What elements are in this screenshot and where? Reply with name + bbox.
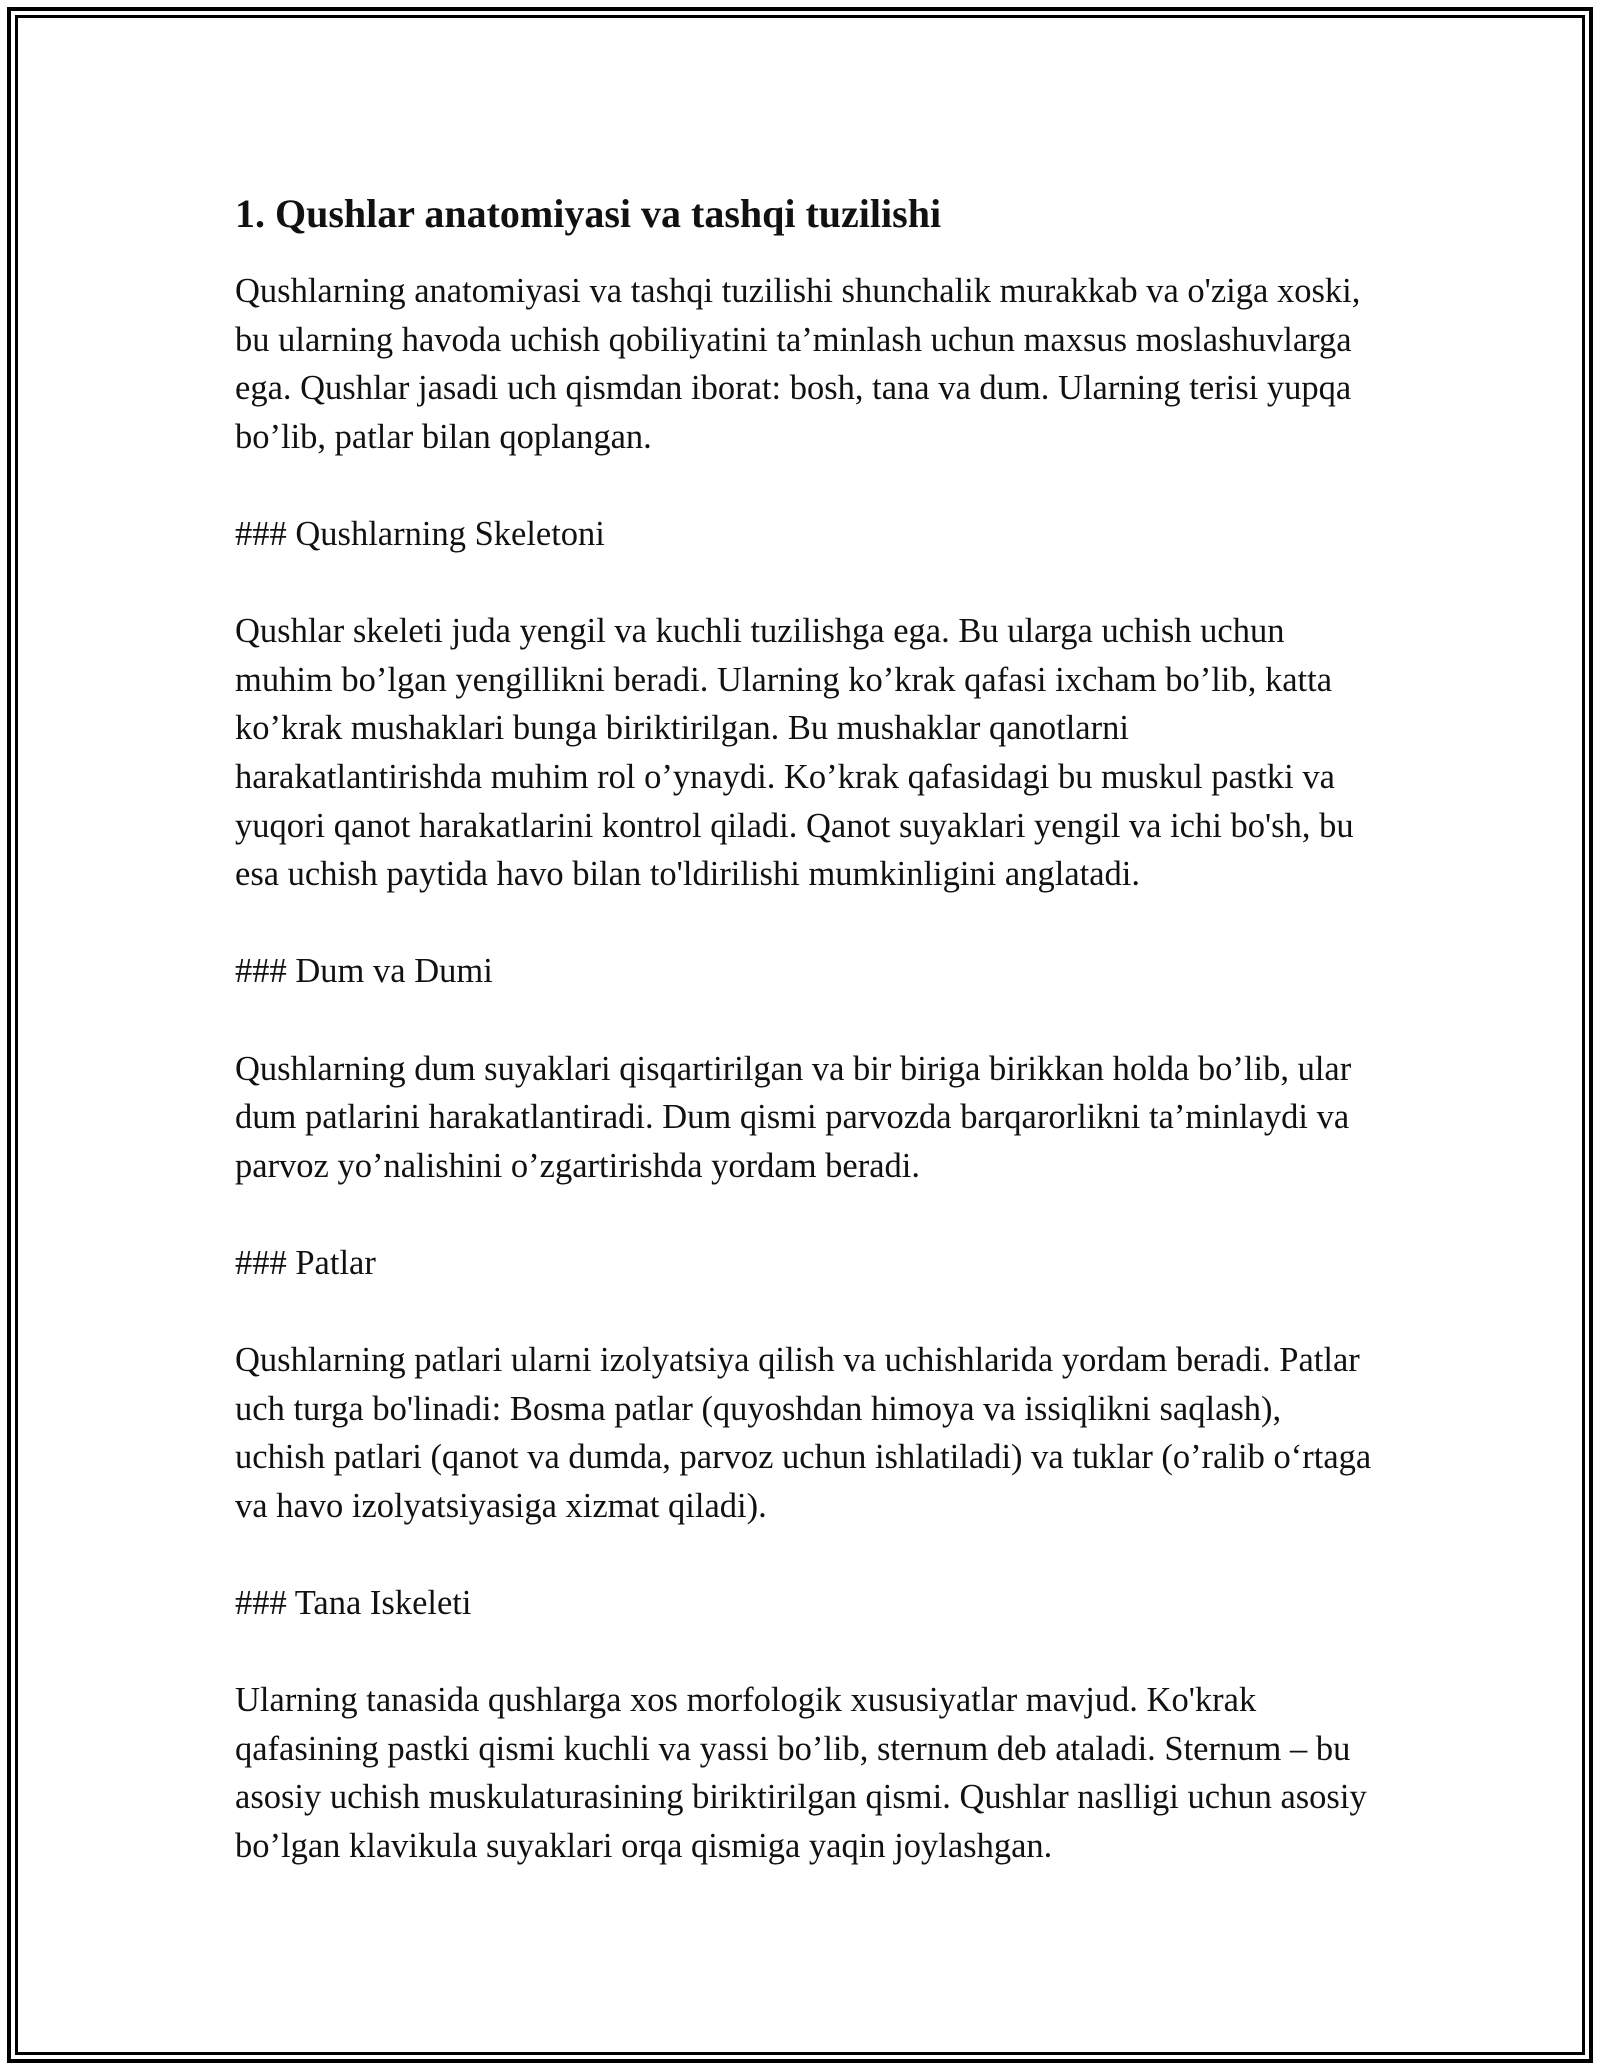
page-title: 1. Qushlar anatomiyasi va tashqi tuzilishi — [235, 191, 942, 236]
section-heading-tail: ### Dum va Dumi — [235, 952, 493, 991]
paragraph-body-skeleton: Ularning tanasida qushlarga xos morfologik xususiyatlar mavjud. Ko'krak qafasining pastki qismi kuchli va yassi bo’lib, sternum deb ataladi. Sternum – bu asosiy uchish muskulaturasining biriktirilgan qismi. Qushlar naslligi uchun asosiy bo’lgan klavikula suyaklari orqa qismiga yaqin joylashgan. — [235, 1681, 1367, 1865]
paragraph-intro: Qushlarning anatomiyasi va tashqi tuzilishi shunchalik murakkab va o'ziga xoski, bu ularning havoda uchish qobiliyatini ta’minlash uchun maxsus moslashuvlarga ega. Qushlar jasadi uch qismdan iborat: bosh, tana va dum. Ularning terisi yupqa bo’lib, patlar bilan qoplangan. — [235, 272, 1361, 456]
section-heading-skeleton: ### Qushlarning Skeletoni — [235, 514, 605, 553]
paragraph-tail: Qushlarning dum suyaklari qisqartirilgan va bir biriga birikkan holda bo’lib, ular dum patlarini harakatlantiradi. Dum qismi parvozda barqarorlikni ta’minlaydi va parvoz yo’nalishini o’zgartirishda yordam beradi. — [235, 1049, 1352, 1185]
document-body — [235, 183, 1375, 1871]
section-heading-body-skeleton: ### Tana Iskeleti — [235, 1584, 472, 1623]
section-heading-feathers: ### Patlar — [235, 1243, 376, 1282]
paragraph-feathers: Qushlarning patlari ularni izolyatsiya qilish va uchishlarida yordam beradi. Patlar uch turga bo'linadi: Bosma patlar (quyoshdan himoya va issiqlikni saqlash), uchish patlari (qanot va dumda, parvoz uchun ishlatiladi) va tuklar (o’ralib o‘rtaga va havo izolyatsiyasiga xizmat qiladi). — [235, 1341, 1372, 1525]
paragraph-skeleton: Qushlar skeleti juda yengil va kuchli tuzilishga ega. Bu ularga uchish uchun muhim bo’lgan yengillikni beradi. Ularning ko’krak qafasi ixcham bo’lib, katta ko’krak mushaklari bunga biriktirilgan. Bu mushaklar qanotlarni harakatlantirishda muhim rol o’ynaydi. Ko’krak qafasidagi bu muskul pastki va yuqori qanot harakatlarini kontrol qiladi. Qanot suyaklari yengil va ichi bo'sh, bu esa uchish paytida havo bilan to'ldirilishi mumkinligini anglatadi. — [235, 612, 1354, 894]
